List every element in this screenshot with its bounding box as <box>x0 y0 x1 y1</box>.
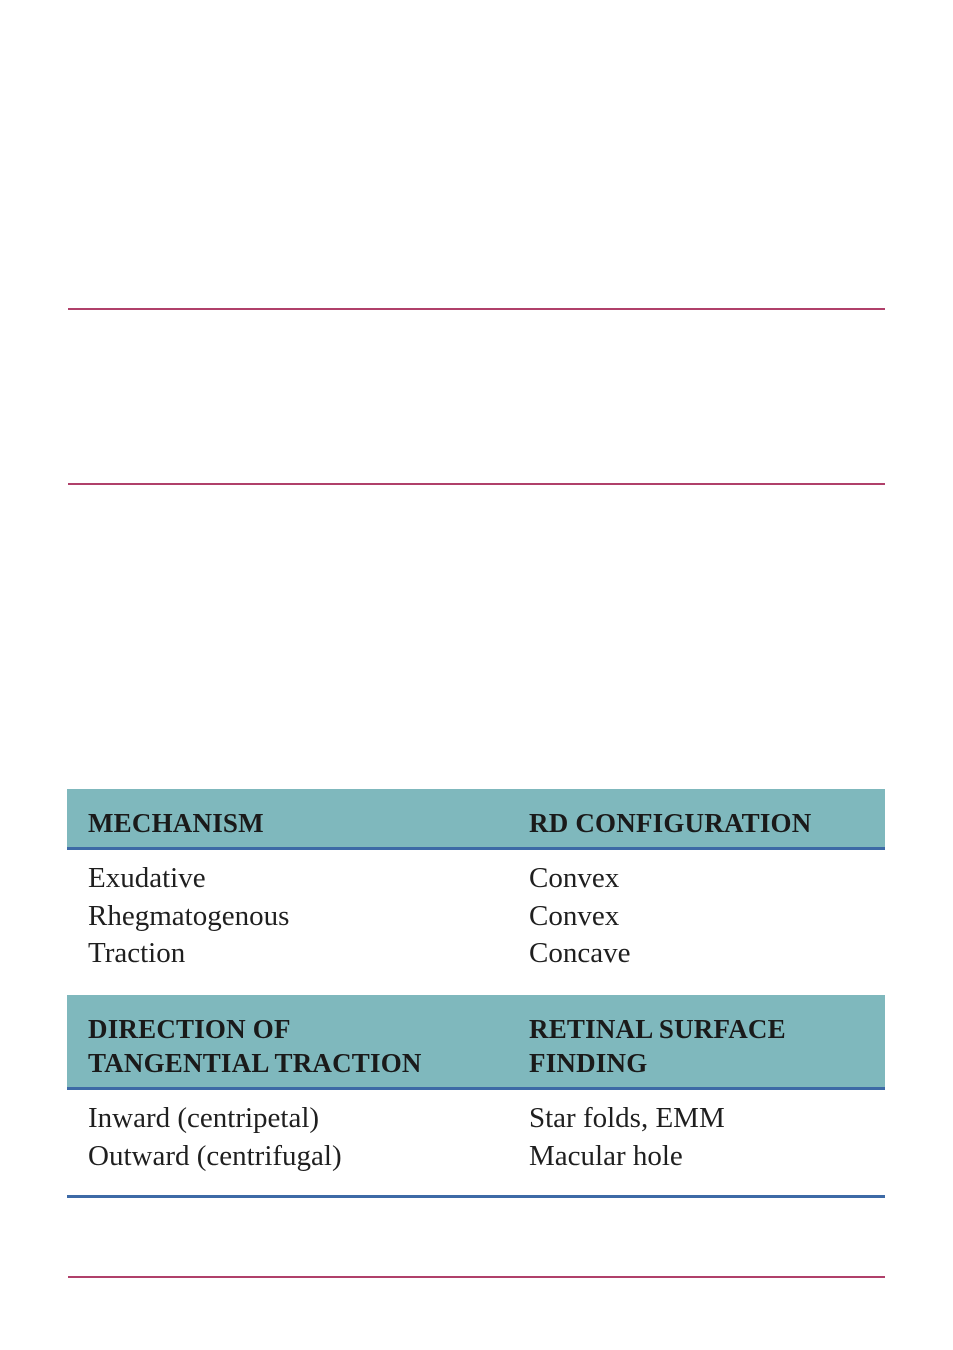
configuration-column <box>529 860 630 973</box>
page-divider-middle <box>68 483 885 485</box>
header-finding-line2: FINDING <box>529 1048 648 1078</box>
header-rd-configuration: RD CONFIGURATION <box>529 808 812 838</box>
header-direction <box>88 1012 422 1080</box>
table-cell: Exudative <box>88 862 206 894</box>
table-cell: Outward (centrifugal) <box>88 1139 342 1172</box>
table-cell: Convex <box>529 899 620 932</box>
header-direction-line1: DIRECTION OF <box>88 1014 291 1044</box>
header-finding <box>529 1012 786 1080</box>
table-body <box>67 850 885 990</box>
table-cell: Star folds, EMM <box>529 1102 725 1134</box>
table-cell: Traction <box>88 937 186 969</box>
table-header-row <box>67 789 885 850</box>
page-divider-bottom <box>68 1276 885 1278</box>
table-cell: Macular hole <box>529 1139 683 1172</box>
table-cell: Rhegmatogenous <box>88 899 290 932</box>
table-cell: Concave <box>529 937 631 969</box>
table-body <box>67 1090 885 1195</box>
table-cell: Convex <box>529 862 620 894</box>
table-cell: Inward (centripetal) <box>88 1102 320 1134</box>
direction-column <box>88 1100 342 1175</box>
tangential-traction-table <box>67 995 885 1195</box>
rd-mechanism-table <box>67 789 885 990</box>
finding-column <box>529 1100 725 1175</box>
header-finding-line1: RETINAL SURFACE <box>529 1014 786 1044</box>
page-divider-top <box>68 308 885 310</box>
table-bottom-rule <box>67 1195 885 1198</box>
mechanism-column <box>88 860 289 973</box>
header-direction-line2: TANGENTIAL TRACTION <box>88 1048 422 1078</box>
header-mechanism: MECHANISM <box>88 808 264 838</box>
table-header-row <box>67 995 885 1090</box>
